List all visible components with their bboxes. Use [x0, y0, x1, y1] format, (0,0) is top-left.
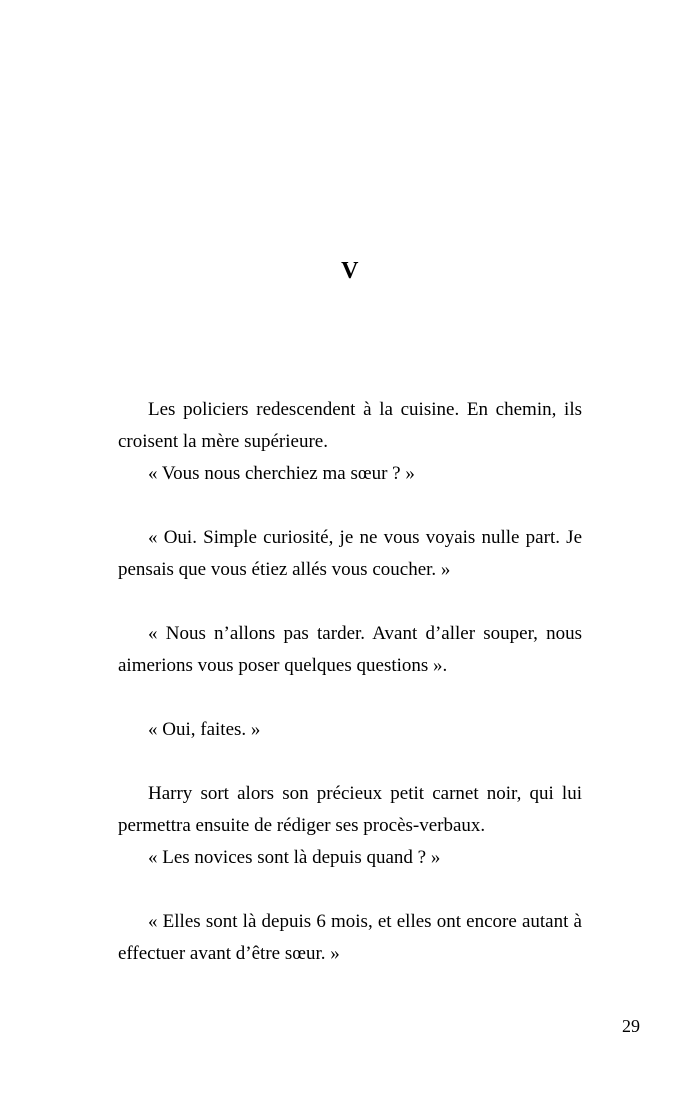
paragraph: Les policiers redescendent à la cuisine. En chemin, ils croisent la mère supérieure. [118, 399, 582, 452]
paragraph: « Oui. Simple curiosité, je ne vous voyais nulle part. Je pensais que vous étiez allés vous coucher. » [118, 527, 582, 580]
paragraph: « Oui, faites. » [148, 719, 261, 740]
paragraph: « Nous n’allons pas tarder. Avant d’aller souper, nous aimerions vous poser quelques questions ». [118, 623, 582, 676]
paragraph: Harry sort alors son précieux petit carnet noir, qui lui permettra ensuite de rédiger ses procès-verbaux. [118, 783, 582, 836]
chapter-heading: V [341, 258, 359, 284]
paragraph: « Les novices sont là depuis quand ? » [148, 847, 441, 868]
body-text-block [118, 394, 582, 970]
paragraph: « Vous nous cherchiez ma sœur ? » [148, 463, 415, 484]
page-number: 29 [622, 1016, 640, 1036]
paragraph: « Elles sont là depuis 6 mois, et elles ont encore autant à effectuer avant d’être sœur. » [118, 911, 582, 964]
